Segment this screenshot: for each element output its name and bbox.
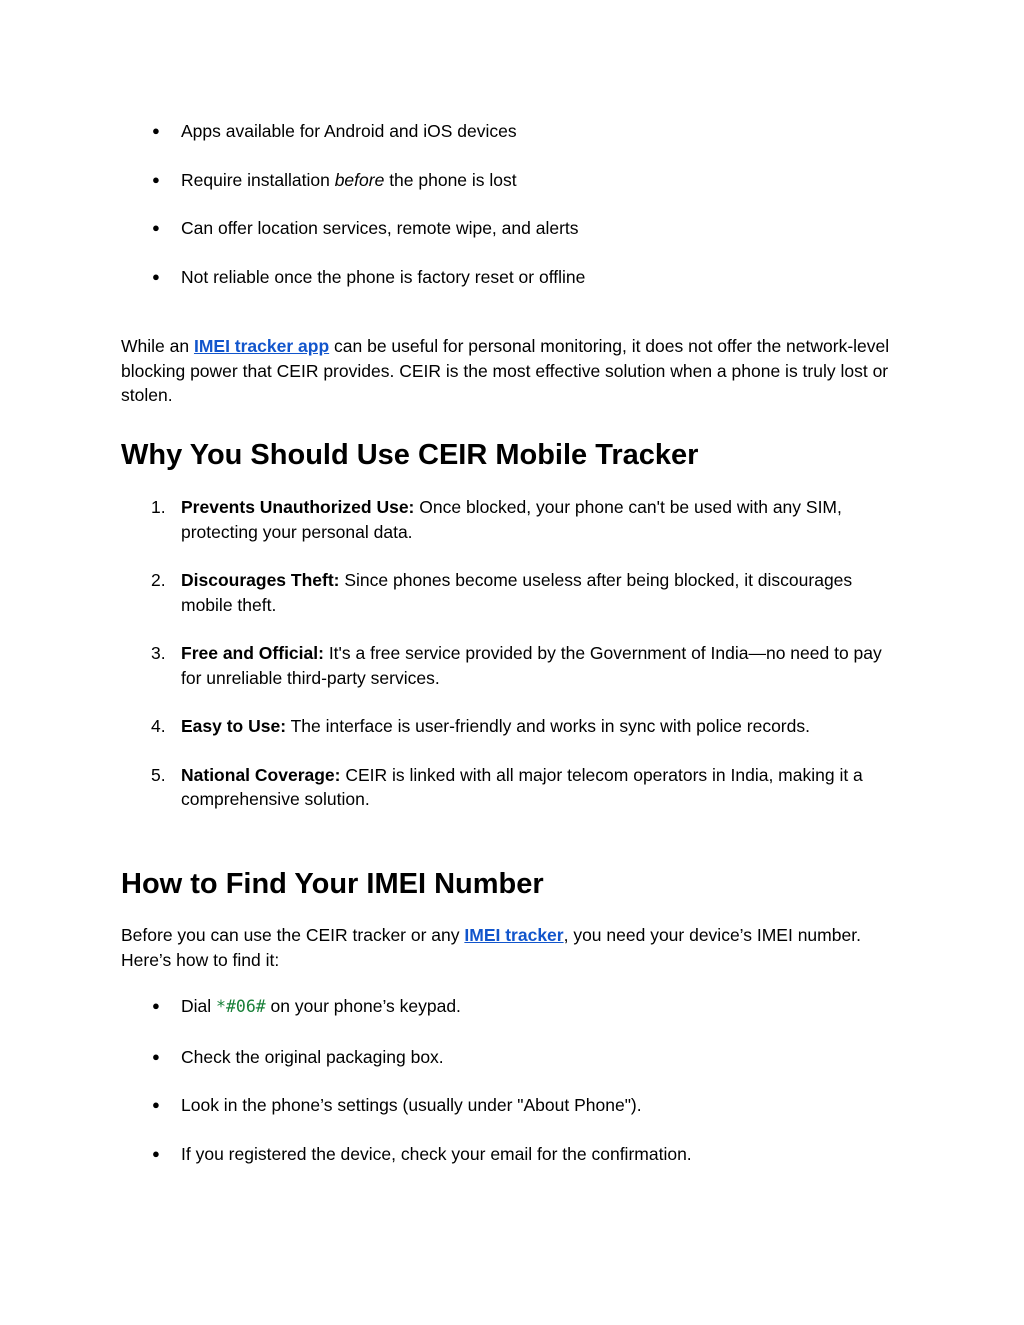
list-number: 4. (151, 716, 166, 736)
find-imei-list (0, 994, 1024, 1166)
find-imei-paragraph: Before you can use the CEIR tracker or any IMEI tracker, you need your device’s IMEI number. Here’s how to find it: (121, 925, 861, 970)
list-item: ● Dial *#06# on your phone’s keypad. (0, 994, 1024, 1020)
bullet-icon: ● (152, 268, 160, 284)
app-features-list (0, 119, 1024, 289)
list-item: 5. National Coverage: CEIR is linked with all major telecom operators in India, making it a comprehensive solution. (151, 764, 863, 809)
list-item: ● Check the original packaging box. (0, 1045, 1024, 1070)
bullet-icon: ● (152, 1145, 160, 1161)
list-number: 1. (151, 497, 166, 517)
ussd-code: *#06# (216, 997, 266, 1016)
bullet-icon: ● (152, 171, 160, 187)
item-label: Easy to Use: (181, 716, 287, 736)
list-item: ● If you registered the device, check your email for the confirmation. (0, 1142, 1024, 1167)
bullet-icon: ● (152, 998, 160, 1013)
bullet-icon: ● (152, 220, 160, 235)
bullet-icon: ● (152, 1048, 160, 1064)
list-number: 5. (151, 764, 166, 785)
list-number: 2. (151, 570, 166, 590)
emphasis-text: before (334, 169, 385, 190)
imei-app-paragraph: While an IMEI tracker app can be useful for personal monitoring, it does not offer the network-level blocking power that CEIR provides. CEIR is the most effective solution when a phone is truly lost or stolen. (121, 336, 890, 405)
reasons-list (0, 495, 1024, 812)
bullet-icon: ● (152, 1097, 160, 1112)
section-heading-find-imei: How to Find Your IMEI Number (121, 868, 544, 900)
list-item: ● Can offer location services, remote wipe, and alerts (0, 216, 1024, 241)
list-item: 4. Easy to Use: The interface is user-friendly and works in sync with police records. (0, 714, 1024, 739)
imei-tracker-link[interactable]: IMEI tracker (464, 925, 564, 945)
list-item: ● Require installation before the phone is lost (0, 168, 1024, 193)
list-item: ● Apps available for Android and iOS devices (0, 119, 1024, 144)
bullet-icon: ● (152, 123, 160, 138)
list-item: 2. Discourages Theft: Since phones become useless after being blocked, it discourages mobile theft. (151, 570, 853, 615)
item-label: Prevents Unauthorized Use: (181, 497, 415, 517)
section-heading-why-ceir: Why You Should Use CEIR Mobile Tracker (121, 439, 699, 471)
imei-tracker-app-link[interactable]: IMEI tracker app (193, 336, 330, 356)
list-number: 3. (151, 643, 166, 663)
item-label: Free and Official: (181, 643, 324, 663)
list-item: 3. Free and Official: It's a free service provided by the Government of India—no need to pay for unreliable third-party services. (151, 643, 882, 688)
item-label: National Coverage: (181, 764, 341, 785)
list-item: ● Not reliable once the phone is factory reset or offline (0, 265, 1024, 290)
item-label: Discourages Theft: (181, 570, 340, 590)
list-item: 1. Prevents Unauthorized Use: Once blocked, your phone can't be used with any SIM, protecting your personal data. (151, 497, 842, 542)
list-item: ● Look in the phone’s settings (usually under "About Phone"). (0, 1093, 1024, 1118)
